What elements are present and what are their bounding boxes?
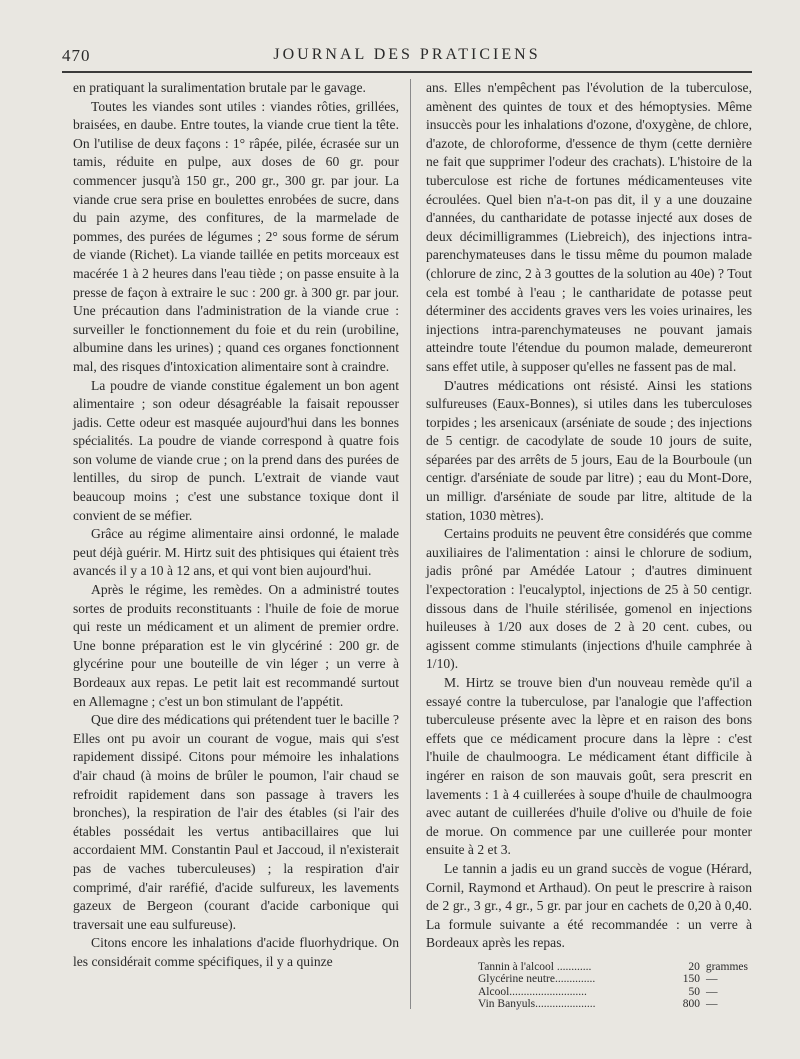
formula-row bbox=[478, 961, 748, 974]
ingredient-unit: — bbox=[706, 973, 718, 986]
ingredient-name: Vin Banyuls..................... bbox=[478, 998, 596, 1011]
header-rule bbox=[62, 71, 752, 73]
right-column bbox=[426, 79, 752, 1011]
paragraph: Certains produits ne peuvent être considérés que comme auxiliaires de l'alimentation : ainsi le chlorure de sodium, jadis prôné par Amédée Latour ; d'autres diminuent l'expectoration : l'eucalyptol, injections de 25 à 50 centigr. dissous dans de l'huile stérilisée, gomenol en injections huileuses à 1/20 aux doses de 2 à 20 cent. cubes, ou agissent comme stimulants (injections d'huile camphrée à 1/10). bbox=[426, 526, 752, 672]
ingredient-unit: — bbox=[706, 998, 718, 1011]
paragraph: Toutes les viandes sont utiles : viandes rôties, grillées, braisées, en daube. Entre toutes, la viande crue tient la tête. On l'utilise de deux façons : 1° râpée, pilée, écrasée sur un tamis, réduite en pulpe, aux doses de 60 gr. pour commencer jusqu'à 150 gr., 200 gr., 300 gr. par jour. La viande crue sera prise en boulettes enrobées de sucre, dans du pain azyme, des confitures, de la marmelade de pommes, des purées de légumes ; 2° sous forme de sérum de viande (Richet). La viande taillée en petits morceaux est macérée 1 à 2 heures dans l'eau tiède ; on passe ensuite à la presse de façon à extraire le suc : 200 gr. à 300 gr. par jour. Une précaution dans l'administration de la viande crue : surveiller le fonctionnement du foie et du rein (urobiline, albumine dans les urines) ; quand ces organes fonctionnent mal, des risques d'intoxication alimentaire sont à craindre. bbox=[73, 98, 399, 374]
paragraph: Le tannin a jadis eu un grand succès de vogue (Hérard, Cornil, Raymond et Arthaud). On peut le prescrire à raison de 2 gr., 3 gr., 4 gr., 5 gr. par jour en cachets de 0,20 à 0,40. La formule suivante a été recommandée : un verre à Bordeaux après les repas. bbox=[426, 860, 752, 951]
formula-row bbox=[478, 973, 748, 986]
page-header bbox=[62, 40, 752, 70]
paragraph: Que dire des médications qui prétendent tuer le bacille ? Elles ont pu avoir un courant de vogue, mais qui s'est rapidement dissipé. Citons pour mémoire les inhalations d'air chaud (à moins de brûler le poumon, l'air chaud se refroidit rapidement dans son passage à travers les bronches), la respiration de l'air des étables (si l'air des étables possédait les vertus antibacillaires que lui accordaient MM. Constantin Paul et Jaccoud, il n'existerait pas de vaches tuberculeuses) ; la respiration d'air comprimé, d'air raréfié, d'acide sulfureux, les lavements gazeux de Bergeon (courant d'acide carbonique qui traversait une eau sulfureuse). bbox=[73, 712, 399, 932]
paragraph: Après le régime, les remèdes. On a administré toutes sortes de produits reconstituants : l'huile de foie de morue qui reste un médicament et un aliment de premier ordre. Une bonne préparation est le vin glycériné : 200 gr. de glycérine pour une bouteille de vin léger ; un verre à Bordeaux aux repas. Le petit lait est recommandé surtout en Allemagne ; c'est un bon stimulant de l'appétit. bbox=[73, 582, 399, 709]
ingredient-unit: — bbox=[706, 985, 718, 998]
formula-row bbox=[478, 998, 748, 1011]
paragraph: La poudre de viande constitue également un bon agent alimentaire ; son odeur désagréable la faisait repousser jadis. Cette odeur est masquée aujourd'hui dans les bonnes spécialités. La poudre de viande correspond à quatre fois son volume de viande crue ; on la prend dans des purées de lentilles, du sirop de punch. L'extrait de viande vaut beaucoup moins ; c'est une substance toxique dont il convient de se méfier. bbox=[73, 377, 399, 523]
ingredient-name: Tannin à l'alcool ............ bbox=[478, 960, 592, 973]
paragraph: D'autres médications ont résisté. Ainsi les stations sulfureuses (Eaux-Bonnes), si utiles dans les tuberculoses torpides ; les arsenicaux (arséniate de soude ; des injections de 5 centigr. de cacodylate de soude 10 jours de suite, séparées par des arrêts de 5 jours, Eau de la Bourboule (un centigr. d'arséniate de soude par litre) ; eau du Mont-Dore, un milligr. d'arséniate de soude par litre, altitude de la station, 1030 mètres). bbox=[426, 377, 752, 523]
left-column bbox=[73, 79, 399, 972]
ingredient-name: Alcool........................... bbox=[478, 985, 587, 998]
paragraph: en pratiquant la suralimentation brutale par le gavage. bbox=[73, 80, 366, 95]
tannin-formula bbox=[478, 961, 748, 1011]
page-number: 470 bbox=[62, 46, 91, 65]
ingredient-name: Glycérine neutre.............. bbox=[478, 973, 596, 986]
paragraph: ans. Elles n'empêchent pas l'évolution de la tuberculose, amènent des quintes de toux et des hémoptysies. Même insuccès pour les inhalations d'ozone, d'oxygène, de chlore, d'azote, de chloroforme, d'essence de thym (cette dernière ne fait que supprimer l'odeur des crachats). L'histoire de la tuberculose est riche de fortunes médicamenteuses vite écroulées. Quel bien n'a-t-on pas dit, il y a une douzaine d'années, du cantharidate de potasse injecté aux doses de deux décimilligrammes (Liebreich), des injections intra-parenchymateuses dans le tissu même du poumon malade (chlorure de zinc, 2 à 3 gouttes de la solution au 40e) ? Tout cela est tombé à l'eau ; le cantharidate de potasse peut déterminer des accidents graves vers les voies urinaires, les injections intra-parenchymateuses ne pouvant jamais atteindre toute l'étendue du poumon malade, demeureront sans effet utile, à supposer qu'elles ne fassent pas de mal. bbox=[426, 80, 752, 374]
formula-row bbox=[478, 986, 748, 999]
paragraph: M. Hirtz se trouve bien d'un nouveau remède qu'il a essayé contre la tuberculose, par l'analogie que l'affection tuberculeuse présente avec la lèpre et en raison des bons effets que ce médicament procure dans la lèpre : c'est l'huile de chaulmoogra. Le médicament étant difficile à ingérer en raison de son mauvais goût, sera prescrit en lavements : 1 à 4 cuillerées à soupe d'huile de chaulmoogra avec autant de cuillerées d'huile d'olive ou d'huile de foie de morue. On commence par une cuillerée pour monter ensuite à 2 et 3. bbox=[426, 675, 752, 858]
ingredient-quantity: 150 bbox=[682, 973, 700, 986]
ingredient-quantity: 50 bbox=[688, 985, 700, 998]
ingredient-unit: grammes bbox=[705, 960, 748, 973]
column-divider bbox=[410, 79, 411, 1009]
running-title: JOURNAL DES PRATICIENS bbox=[273, 46, 541, 63]
paragraph: Citons encore les inhalations d'acide fluorhydrique. On les considérait comme spécifiques, il y a quinze bbox=[73, 935, 399, 969]
paragraph: Grâce au régime alimentaire ainsi ordonné, le malade peut déjà guérir. M. Hirtz suit des phtisiques qui étaient très avancés il y a 10 à 12 ans, et qui vont bien aujourd'hui. bbox=[73, 526, 399, 579]
ingredient-quantity: 800 bbox=[682, 998, 700, 1011]
ingredient-quantity: 20 bbox=[688, 960, 700, 973]
